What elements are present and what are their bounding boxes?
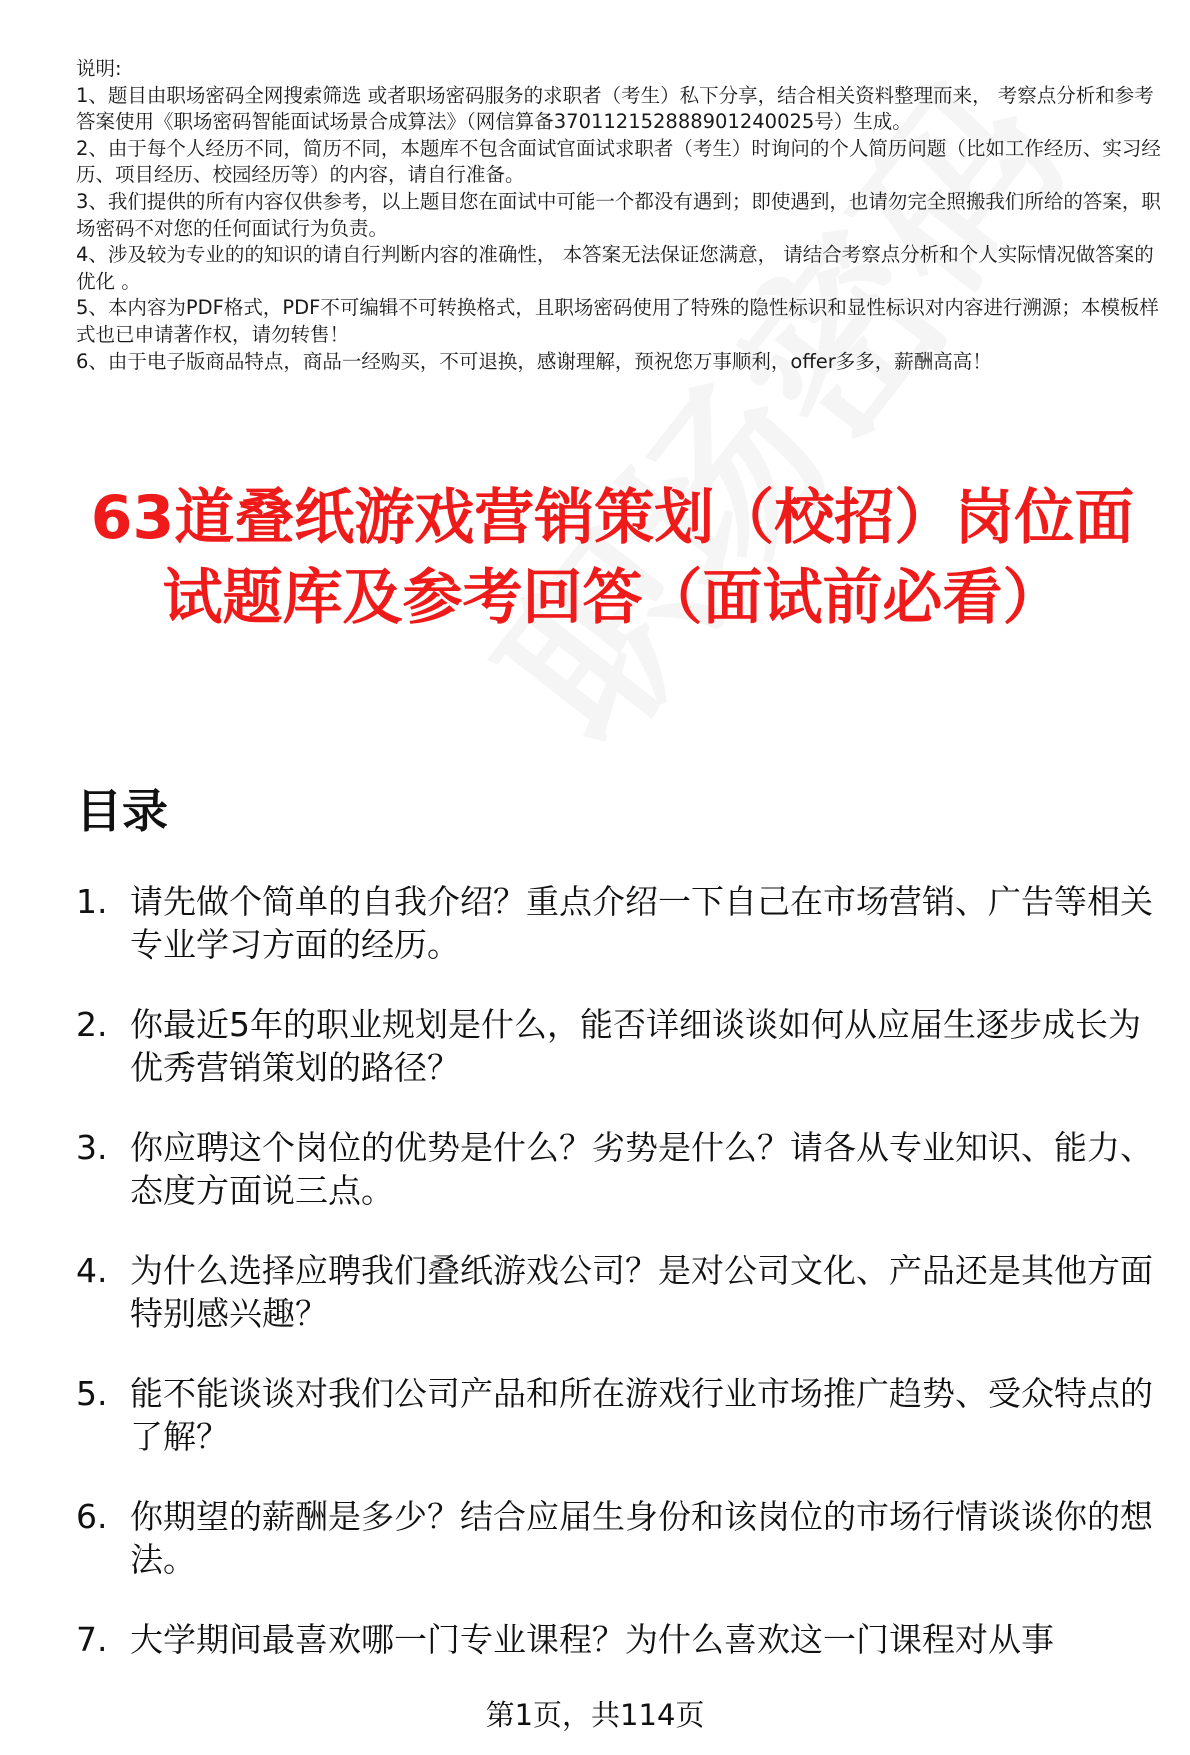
toc-item[interactable] — [76, 1618, 1166, 1661]
toc-item-text: 能不能谈谈对我们公司产品和所在游戏行业市场推广趋势、受众特点的了解？ — [130, 1374, 1153, 1456]
toc-item-number: 1. — [76, 882, 108, 921]
toc-item[interactable] — [76, 1003, 1166, 1089]
toc-item-text: 你最近5年的职业规划是什么，能否详细谈谈如何从应届生逐步成长为优秀营销策划的路径？ — [130, 1005, 1141, 1087]
toc-item[interactable] — [76, 1249, 1166, 1335]
note-item: 3、我们提供的所有内容仅供参考，以上题目您在面试中可能一个都没有遇到；即使遇到，也请勿完全照搬我们所给的答案，职场密码不对您的任何面试行为负责。 — [76, 189, 1161, 240]
disclaimer-notes — [76, 56, 1166, 375]
toc-item-number: 5. — [76, 1374, 108, 1413]
toc-item[interactable] — [76, 880, 1166, 966]
toc-item[interactable] — [76, 1126, 1166, 1212]
toc-list — [76, 880, 1166, 1698]
toc-item-text: 为什么选择应聘我们叠纸游戏公司？是对公司文化、产品还是其他方面特别感兴趣？ — [130, 1251, 1153, 1333]
notes-heading: 说明: — [76, 57, 122, 80]
toc-item[interactable] — [76, 1495, 1166, 1581]
note-item: 2、由于每个人经历不同，简历不同，本题库不包含面试官面试求职者（考生）时询问的个人简历问题（比如工作经历、实习经历、项目经历、校园经历等）的内容，请自行准备。 — [76, 136, 1161, 187]
toc-item-text: 你应聘这个岗位的优势是什么？劣势是什么？请各从专业知识、能力、态度方面说三点。 — [130, 1128, 1153, 1210]
toc-item-text: 大学期间最喜欢哪一门专业课程？为什么喜欢这一门课程对从事 — [130, 1620, 1054, 1659]
toc-item-number: 3. — [76, 1128, 108, 1167]
page-footer: 第1页，共114页 — [485, 1698, 705, 1732]
toc-heading: 目录 — [76, 784, 168, 838]
toc-item[interactable] — [76, 1372, 1166, 1458]
document-title: 63道叠纸游戏营销策划（校招）岗位面试题库及参考回答（面试前必看） — [90, 483, 1135, 633]
toc-item-number: 6. — [76, 1497, 108, 1536]
note-item: 4、涉及较为专业的的知识的请自行判断内容的准确性， 本答案无法保证您满意， 请结合考察点分析和个人实际情况做答案的优化 。 — [76, 243, 1154, 293]
toc-item-number: 2. — [76, 1005, 108, 1044]
toc-item-text: 请先做个简单的自我介绍？重点介绍一下自己在市场营销、广告等相关专业学习方面的经历。 — [130, 882, 1153, 964]
toc-item-number: 4. — [76, 1251, 108, 1290]
toc-item-number: 7. — [76, 1620, 108, 1659]
note-item: 6、由于电子版商品特点，商品一经购买，不可退换，感谢理解，预祝您万事顺利，offer多多，薪酬高高！ — [76, 349, 992, 373]
note-item: 1、题目由职场密码全网搜索筛选 或者职场密码服务的求职者（考生）私下分享，结合相关资料整理而来， 考察点分析和参考答案使用《职场密码智能面试场景合成算法》（网信算备370112152888901240025号）生成。 — [76, 83, 1154, 134]
note-item: 5、本内容为PDF格式，PDF不可编辑不可转换格式，且职场密码使用了特殊的隐性标识和显性标识对内容进行溯源；本模板样式也已申请著作权，请勿转售！ — [76, 296, 1159, 346]
toc-item-text: 你期望的薪酬是多少？结合应届生身份和该岗位的市场行情谈谈你的想法。 — [130, 1497, 1153, 1579]
